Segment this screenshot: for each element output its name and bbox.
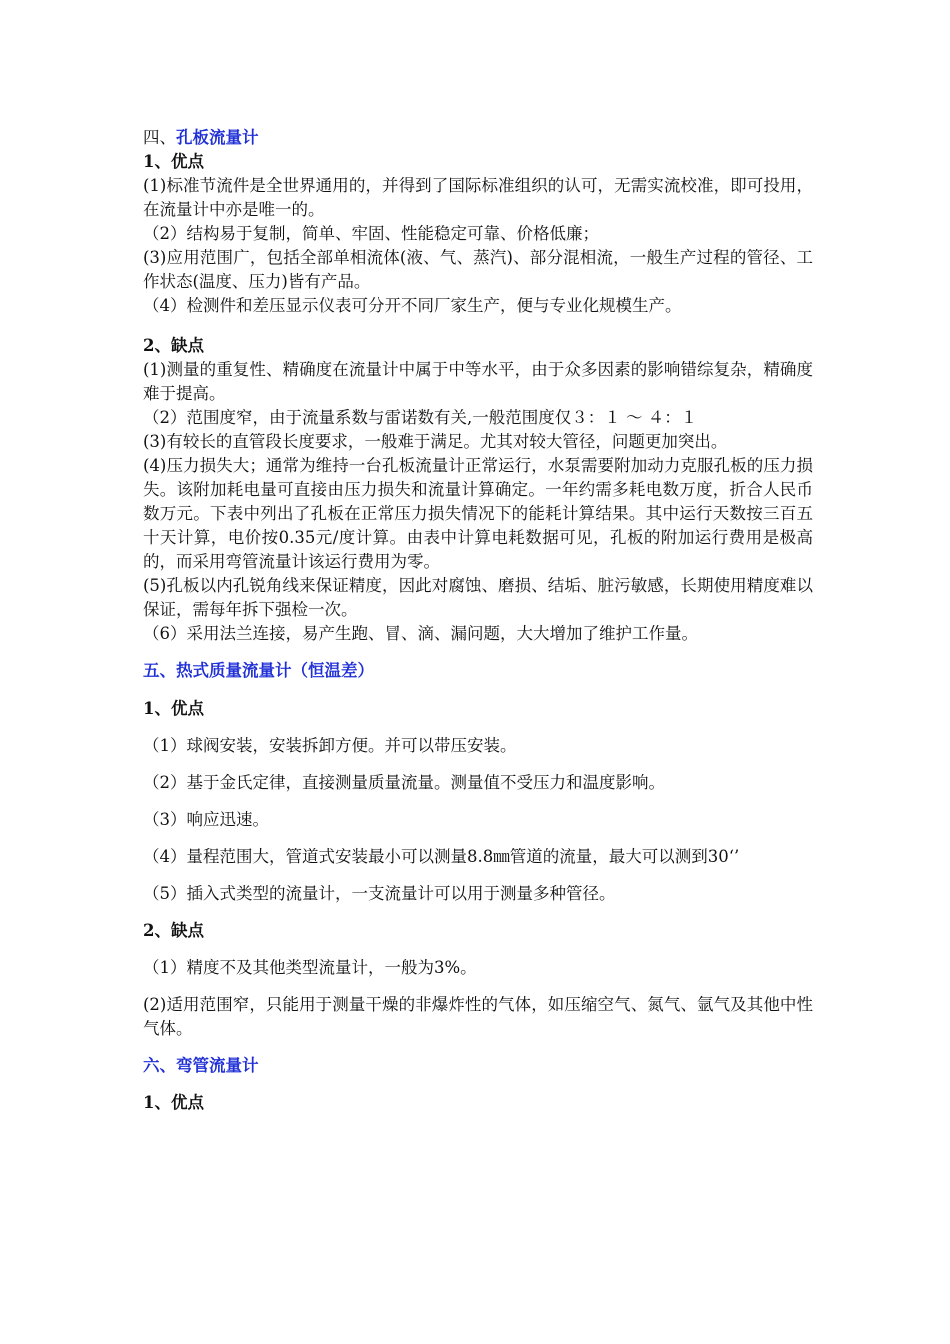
- section-4-disadvantage-2: （2）范围度窄，由于流量系数与雷诺数有关,一般范围度仅３：１ ～ ４：１: [143, 408, 698, 427]
- section-5-advantage-2: （2）基于金氏定律，直接测量质量流量。测量值不受压力和温度影响。: [143, 773, 665, 792]
- section-5-disadvantage-1: （1）精度不及其他类型流量计，一般为3%。: [143, 958, 477, 977]
- section-4-advantage-3: (3)应用范围广，包括全部单相流体(液、气、蒸汽)、部分混相流，一般生产过程的管径、工作状态(温度、压力)皆有产品。: [143, 248, 813, 291]
- section-4-prefix: 四、: [143, 128, 176, 147]
- section-5-advantage-3: （3）响应迅速。: [143, 810, 269, 829]
- section-4-advantages-heading: 1、优点: [143, 152, 204, 171]
- document-page: [143, 126, 813, 1128]
- section-4-disadvantage-6: （6）采用法兰连接，易产生跑、冒、滴、漏问题，大大增加了维护工作量。: [143, 624, 698, 643]
- section-6-advantages-heading: 1、优点: [143, 1093, 204, 1112]
- section-4-disadvantages-heading: 2、缺点: [143, 336, 204, 355]
- section-5-title: 五、热式质量流量计（恒温差）: [143, 661, 374, 680]
- section-5-advantages-heading: 1、优点: [143, 699, 204, 718]
- section-6-title: 六、弯管流量计: [143, 1056, 259, 1075]
- section-5-disadvantages-heading: 2、缺点: [143, 921, 204, 940]
- section-4-heading: [143, 126, 813, 150]
- section-4-advantage-4: （4）检测件和差压显示仪表可分开不同厂家生产，便与专业化规模生产。: [143, 296, 682, 315]
- section-4-disadvantage-3: (3)有较长的直管段长度要求，一般难于满足。尤其对较大管径，问题更加突出。: [143, 432, 728, 451]
- section-4-disadvantage-1: (1)测量的重复性、精确度在流量计中属于中等水平，由于众多因素的影响错综复杂，精确度难于提高。: [143, 360, 813, 403]
- section-4-disadvantage-4: (4)压力损失大；通常为维持一台孔板流量计正常运行，水泵需要附加动力克服孔板的压力损失。该附加耗电量可直接由压力损失和流量计算确定。一年约需多耗电数万度，折合人民币数万元。下表中列出了孔板在正常压力损失情况下的能耗计算结果。其中运行天数按三百五十天计算，电价按0.35元/度计算。由表中计算电耗数据可见，孔板的附加运行费用是极高的，而采用弯管流量计该运行费用为零。: [143, 456, 813, 571]
- section-4-title: 孔板流量计: [176, 128, 259, 147]
- section-5-advantage-5: （5）插入式类型的流量计，一支流量计可以用于测量多种管径。: [143, 884, 616, 903]
- section-5-advantage-1: （1）球阀安装，安装拆卸方便。并可以带压安装。: [143, 736, 517, 755]
- section-5-disadvantage-2: (2)适用范围窄，只能用于测量干燥的非爆炸性的气体，如压缩空气、氮气、氩气及其他中性气体。: [143, 995, 813, 1038]
- section-4-advantage-2: （2）结构易于复制，简单、牢固、性能稳定可靠、价格低廉；: [143, 224, 599, 243]
- section-5-advantage-4: （4）量程范围大，管道式安装最小可以测量8.8㎜管道的流量，最大可以测到30‘’: [143, 847, 740, 866]
- section-4-disadvantage-5: (5)孔板以内孔锐角线来保证精度，因此对腐蚀、磨损、结垢、脏污敏感，长期使用精度难以保证，需每年拆下强检一次。: [143, 576, 813, 619]
- section-4-advantage-1: (1)标准节流件是全世界通用的，并得到了国际标准组织的认可，无需实流校准，即可投用，在流量计中亦是唯一的。: [143, 176, 813, 219]
